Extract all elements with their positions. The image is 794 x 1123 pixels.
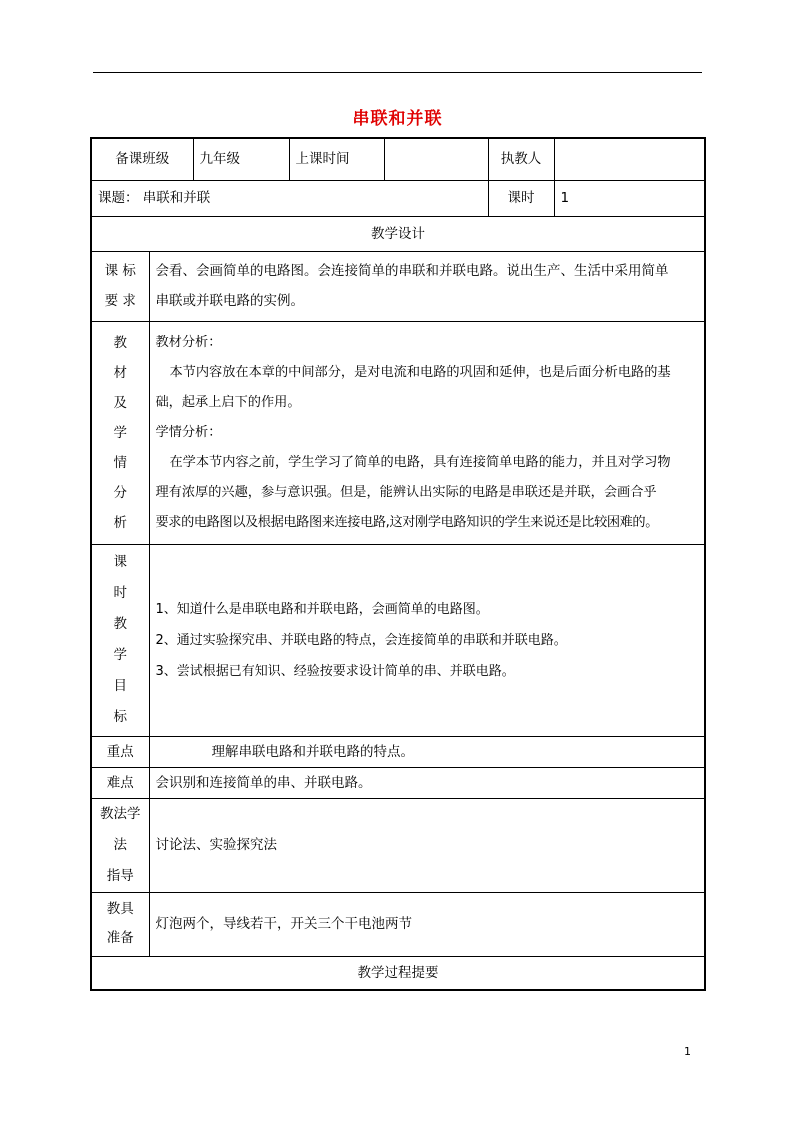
- tools-value: 灯泡两个，导线若干，开关三个干电池两节: [149, 892, 705, 956]
- document-title: 串联和并联: [352, 109, 443, 129]
- methods-label-line: 指导: [106, 867, 134, 884]
- curriculum-label: [91, 251, 149, 321]
- period-value: 1: [554, 180, 705, 216]
- key-point-value: 理解串联电路和并联电路的特点。: [149, 736, 705, 767]
- design-header: 教学设计: [91, 216, 705, 251]
- info-row: [91, 138, 705, 180]
- difficulty-row: [91, 767, 705, 798]
- student-analysis-line1: 在学本节内容之前，学生学习了简单的电路，具有连接简单电路的能力，并且对学习物: [169, 454, 671, 470]
- teacher-label: 执教人: [488, 138, 554, 180]
- objectives-label-char: 时: [113, 585, 127, 601]
- tools-label-line: 准备: [106, 930, 134, 946]
- analysis-label-char: 学: [113, 424, 127, 441]
- difficulty-value: 会识别和连接简单的串、并联电路。: [149, 767, 705, 798]
- student-analysis-title: 学情分析：: [155, 424, 222, 440]
- process-header-row: [91, 956, 705, 990]
- analysis-label-char: 分: [113, 484, 127, 501]
- objectives-label-char: 教: [113, 616, 127, 632]
- objectives-label-char: 标: [113, 709, 127, 725]
- objectives-row: [91, 544, 705, 736]
- tools-label: [91, 892, 149, 956]
- tools-label-line: 教具: [106, 901, 134, 917]
- time-value: [384, 138, 488, 180]
- objectives-label-char: 课: [113, 554, 127, 570]
- methods-row: [91, 798, 705, 892]
- period-label: 课时: [488, 180, 554, 216]
- analysis-label: [91, 321, 149, 544]
- topic-value: 串联和并联: [142, 190, 211, 206]
- curriculum-label-line2: 要 求: [104, 293, 136, 309]
- student-analysis-line2: 理有浓厚的兴趣，参与意识强。但是，能辨认出实际的电路是串联还是并联，会画合乎: [155, 484, 657, 500]
- key-point-label: 重点: [91, 736, 149, 767]
- methods-value: 讨论法、实验探究法: [149, 798, 705, 892]
- curriculum-row: [91, 251, 705, 321]
- key-point-row: [91, 736, 705, 767]
- textbook-analysis-line1: 本节内容放在本章的中间部分，是对电流和电路的巩固和延伸，也是后面分析电路的基: [169, 364, 671, 380]
- analysis-label-char: 材: [113, 364, 127, 381]
- objective-item: 1、知道什么是串联电路和并联电路，会画简单的电路图。: [155, 601, 489, 617]
- methods-label: [91, 798, 149, 892]
- class-value: 九年级: [193, 138, 289, 180]
- design-header-row: [91, 216, 705, 251]
- tools-row: [91, 892, 705, 956]
- analysis-label-char: 教: [113, 334, 127, 351]
- topic-cell: [91, 180, 488, 216]
- methods-label-line: 教法学: [100, 805, 141, 822]
- objective-item: 3、尝试根据已有知识、经验按要求设计简单的串、并联电路。: [155, 663, 515, 679]
- curriculum-content: [149, 251, 705, 321]
- textbook-analysis-line2: 础，起承上启下的作用。: [155, 394, 301, 410]
- objectives-content: [149, 544, 705, 736]
- analysis-content: [149, 321, 705, 544]
- curriculum-line1: 会看、会画简单的电路图。会连接简单的串联和并联电路。说出生产、生活中采用简单: [155, 263, 669, 279]
- objectives-label-char: 目: [113, 678, 127, 694]
- textbook-analysis-title: 教材分析：: [155, 334, 222, 350]
- analysis-label-char: 析: [113, 514, 127, 531]
- student-analysis-line3: 要求的电路图以及根据电路图来连接电路,这对刚学电路知识的学生来说还是比较困难的。: [155, 514, 659, 530]
- time-label: 上课时间: [289, 138, 384, 180]
- methods-label-line: 法: [113, 836, 127, 853]
- topic-label: 课题：: [98, 190, 139, 206]
- process-header: 教学过程提要: [91, 956, 705, 990]
- curriculum-line2: 串联或并联电路的实例。: [155, 293, 304, 309]
- topic-row: [91, 180, 705, 216]
- header-rule: [93, 72, 702, 73]
- teacher-value: [554, 138, 705, 180]
- curriculum-label-line1: 课 标: [104, 263, 136, 279]
- analysis-row: [91, 321, 705, 544]
- objective-item: 2、通过实验探究串、并联电路的特点，会连接简单的串联和并联电路。: [155, 632, 567, 648]
- lesson-plan-table: [90, 137, 706, 991]
- class-label: 备课班级: [91, 138, 193, 180]
- analysis-label-char: 及: [113, 394, 127, 411]
- analysis-label-char: 情: [113, 454, 127, 471]
- difficulty-label: 难点: [91, 767, 149, 798]
- objectives-label: [91, 544, 149, 736]
- objectives-label-char: 学: [113, 647, 127, 663]
- page-number: 1: [684, 1045, 691, 1058]
